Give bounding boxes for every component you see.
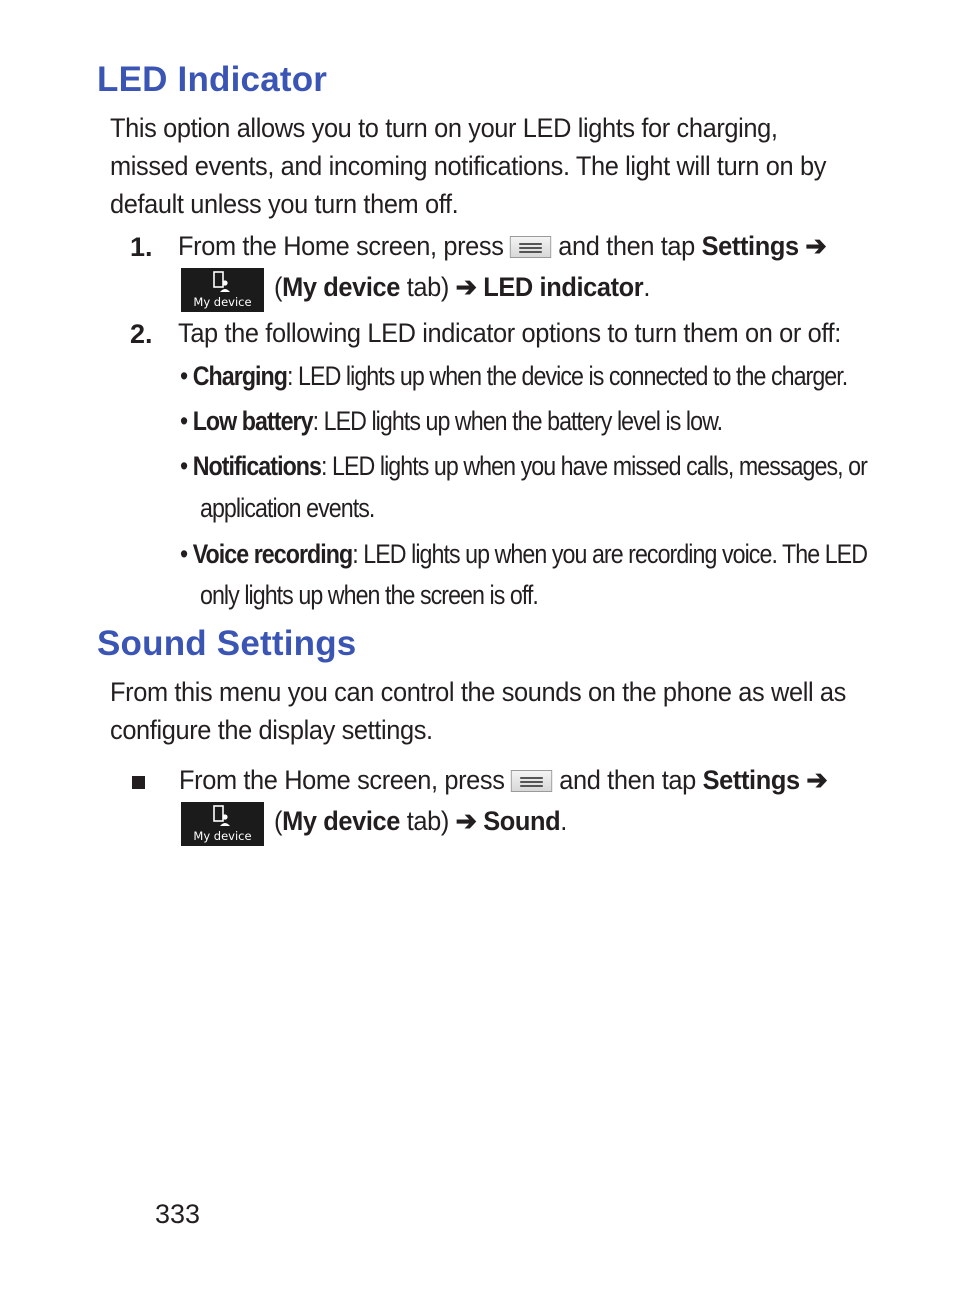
my-device-tab-icon bbox=[181, 802, 264, 846]
my-device-icon-label: My device bbox=[193, 295, 252, 309]
step-2-text: Tap the following LED indicator options to turn them on or off: bbox=[178, 318, 841, 348]
my-device-icon bbox=[211, 805, 233, 827]
led-indicator-heading: LED Indicator bbox=[97, 60, 328, 99]
step-1-line-1: From the Home screen, press and then tap Settings ➔ bbox=[178, 231, 827, 261]
sound-intro-line-1: From this menu you can control the sounds on the phone as well as bbox=[110, 677, 846, 707]
led-intro-line-1: This option allows you to turn on your LED lights for charging, bbox=[110, 113, 778, 143]
square-bullet-icon bbox=[132, 776, 145, 789]
my-device-tab-icon bbox=[181, 268, 264, 312]
step-1-line-2: (My device tab) ➔ LED indicator. bbox=[274, 272, 650, 302]
sound-step-line-2: (My device tab) ➔ Sound. bbox=[274, 806, 567, 836]
my-device-icon bbox=[211, 271, 233, 293]
sound-step-line-1: From the Home screen, press and then tap Settings ➔ bbox=[179, 765, 828, 795]
sound-settings-heading: Sound Settings bbox=[97, 624, 357, 663]
bullet-voice-recording-cont: only lights up when the screen is off. bbox=[200, 580, 538, 610]
bullet-notifications: • Notifications: LED lights up when you have missed calls, messages, or bbox=[180, 451, 867, 481]
led-intro-line-3: default unless you turn them off. bbox=[110, 189, 459, 219]
step-1-number: 1. bbox=[130, 232, 153, 262]
menu-key-icon bbox=[511, 770, 552, 792]
page-number: 333 bbox=[155, 1199, 201, 1229]
menu-key-icon bbox=[510, 236, 551, 258]
bullet-charging: • Charging: LED lights up when the device is connected to the charger. bbox=[180, 361, 848, 391]
led-intro-line-2: missed events, and incoming notifications. The light will turn on by bbox=[110, 151, 827, 181]
my-device-icon-label: My device bbox=[193, 829, 252, 843]
bullet-voice-recording: • Voice recording: LED lights up when you are recording voice. The LED bbox=[180, 539, 868, 569]
step-2-number: 2. bbox=[130, 319, 153, 349]
bullet-notifications-cont: application events. bbox=[200, 493, 375, 523]
bullet-low-battery: • Low battery: LED lights up when the battery level is low. bbox=[180, 406, 723, 436]
sound-intro-line-2: configure the display settings. bbox=[110, 715, 433, 745]
